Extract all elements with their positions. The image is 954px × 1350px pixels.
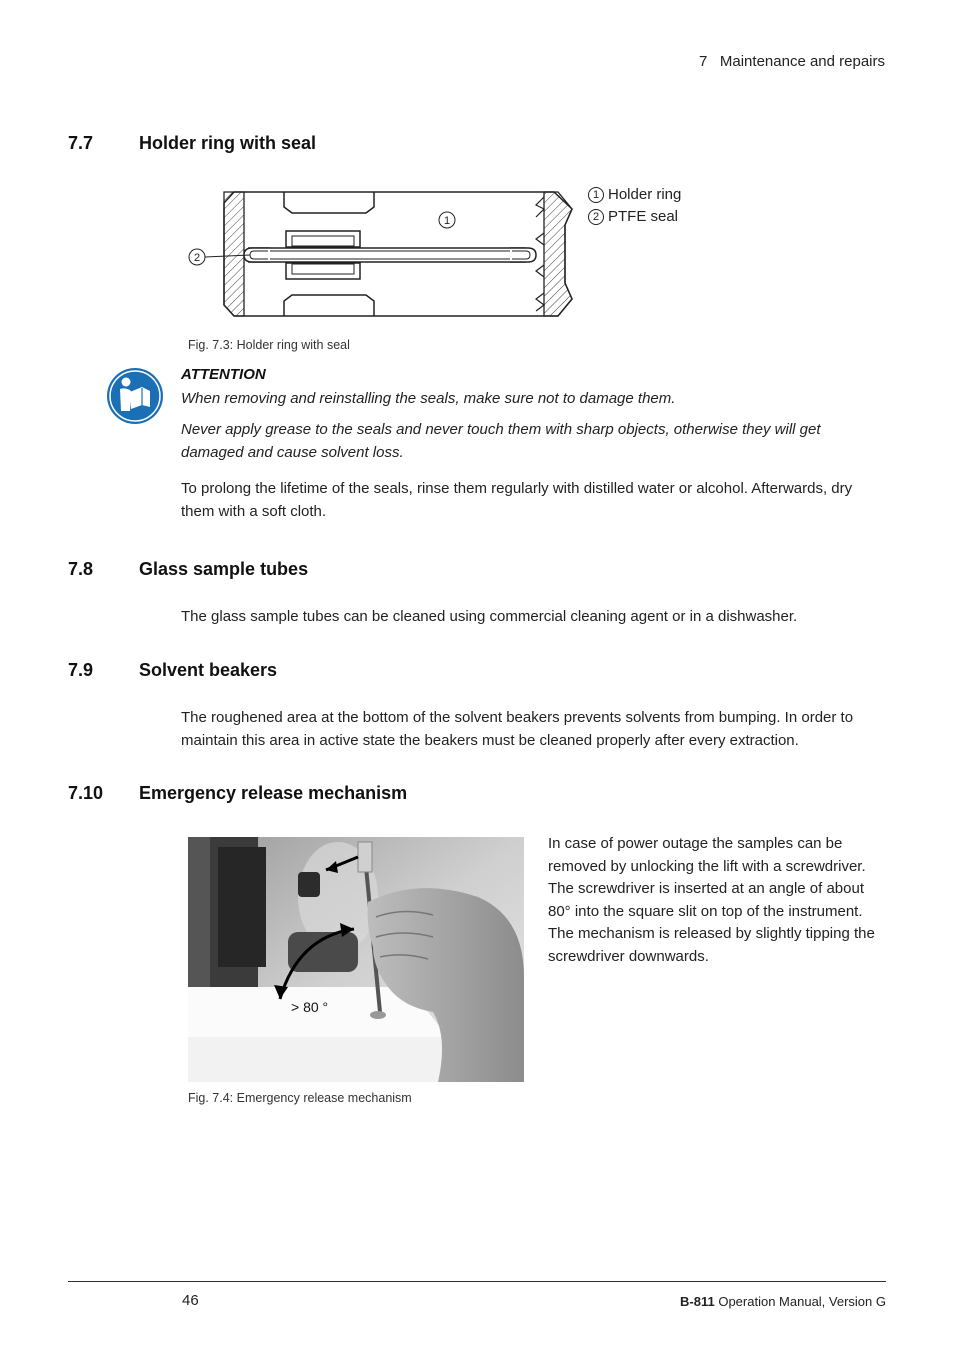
legend-label-holder-ring: Holder ring: [608, 186, 682, 203]
paragraph-7-10: In case of power outage the samples can be removed by unlocking the lift with a screwdriver. The screwdriver is inserted at an angle of about 80° into the square slit on top of the instrument. The mechanism is released by slightly tipping the screwdriver downwards.: [548, 835, 875, 965]
paragraph-7-8: The glass sample tubes can be cleaned using commercial cleaning agent or in a dishwasher.: [181, 608, 798, 625]
figure-caption-7-3: Fig. 7.3: Holder ring with seal: [188, 338, 350, 352]
section-title-7-8: Glass sample tubes: [139, 559, 309, 579]
holder-ring-diagram: [180, 185, 580, 330]
section-title-7-10: Emergency release mechanism: [139, 783, 408, 803]
section-number-7-8: 7.8: [68, 559, 94, 579]
document-id: [680, 1294, 886, 1309]
running-head: 7 Maintenance and repairs: [699, 53, 885, 70]
legend-number-2: 2: [588, 209, 604, 225]
callout-2-text: 2: [193, 252, 201, 264]
document-title: Operation Manual, Version G: [718, 1294, 886, 1309]
paragraph-7-9: The roughened area at the bottom of the solvent beakers prevents solvents from bumping. In order to maintain this area in active state the beakers must be cleaned properly after every extraction.: [181, 709, 854, 749]
section-title-7-7: Holder ring with seal: [139, 133, 317, 153]
attention-text-1: When removing and reinstalling the seals, make sure not to damage them.: [181, 390, 676, 407]
legend-item-ptfe-seal: [588, 206, 681, 228]
holder-ring-right-wall: [544, 192, 572, 316]
footer-rule: [68, 1281, 886, 1282]
read-manual-icon: [106, 367, 164, 425]
section-number-7-7: 7.7: [68, 133, 94, 153]
ptfe-seal-right-end: [510, 248, 536, 262]
angle-label: > 80 °: [291, 999, 329, 1015]
figure-legend: [588, 184, 681, 228]
figure-caption-7-4: Fig. 7.4: Emergency release mechanism: [188, 1091, 412, 1105]
emergency-release-photo: [188, 837, 524, 1082]
attention-text-2: Never apply grease to the seals and never touch them with sharp objects, otherwise they will get damaged and cause solvent loss.: [181, 421, 821, 461]
callout-1-text: 1: [443, 215, 451, 227]
holder-ring-left-wall: [224, 192, 244, 316]
legend-label-ptfe-seal: PTFE seal: [608, 208, 679, 225]
product-name: B-811: [680, 1294, 715, 1309]
legend-number-1: 1: [588, 187, 604, 203]
page-number: 46: [182, 1292, 199, 1309]
attention-title: ATTENTION: [181, 366, 266, 383]
section-title-7-9: Solvent beakers: [139, 660, 278, 680]
section-number-7-10: 7.10: [68, 783, 104, 803]
legend-item-holder-ring: [588, 184, 681, 206]
section-number-7-9: 7.9: [68, 660, 94, 680]
attention-text-3: To prolong the lifetime of the seals, rinse them regularly with distilled water or alcohol. Afterwards, dry them with a soft cloth.: [181, 480, 853, 520]
